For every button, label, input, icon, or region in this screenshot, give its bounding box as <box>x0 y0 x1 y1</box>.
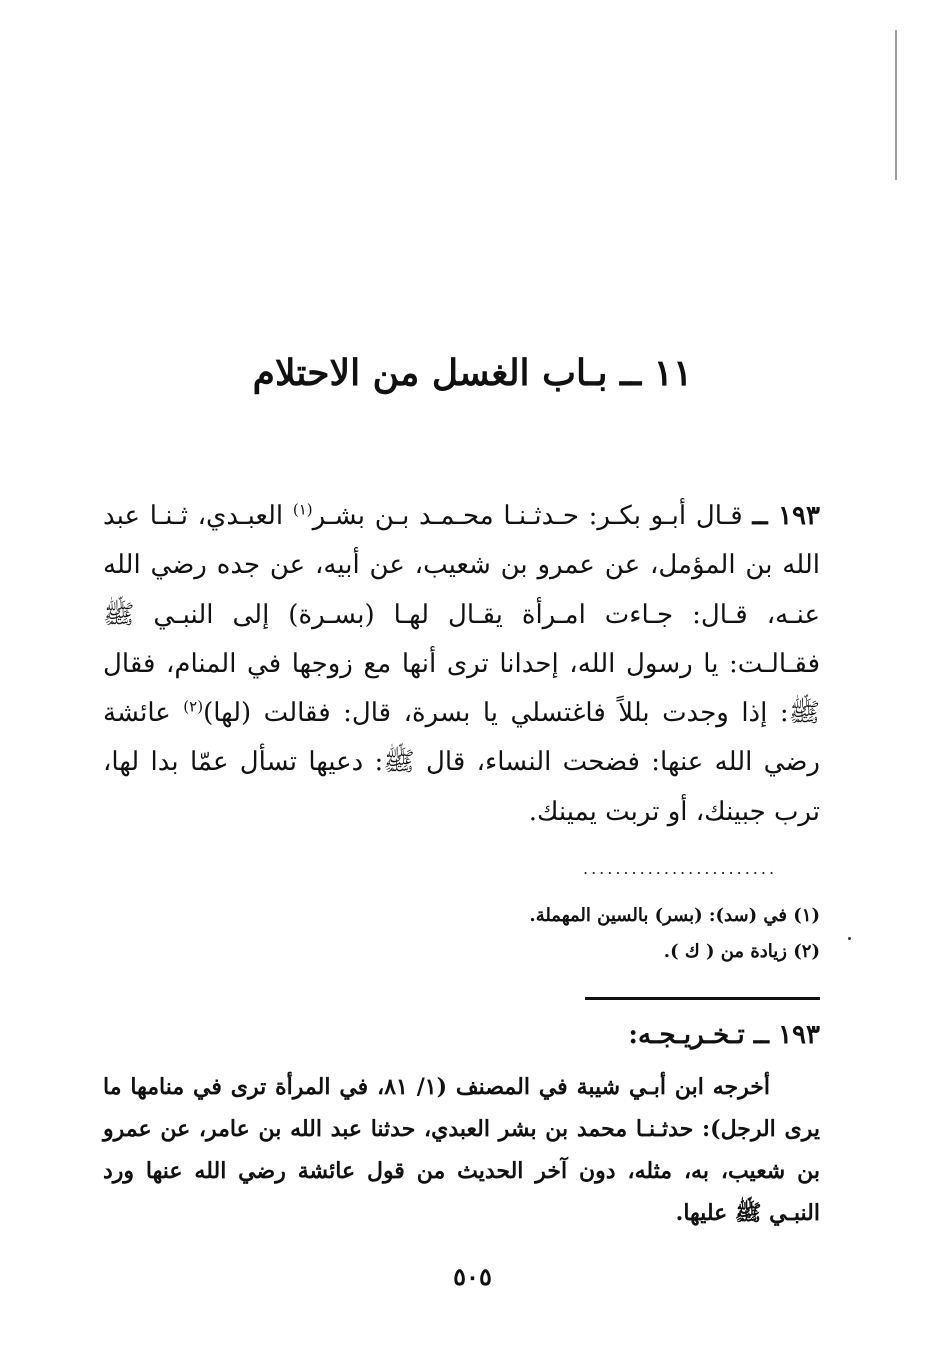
page-edge-line <box>895 30 897 180</box>
hadith-text <box>103 492 820 837</box>
footnote-item <box>300 898 820 934</box>
footnote-item <box>300 934 820 970</box>
footnote-number: (١) <box>793 905 820 926</box>
hadith-text-part-1: قـال أبـو بكـر: حـدثـنـا محـمـد بـن بشـر <box>312 501 743 531</box>
hadith-number: ١٩٣ ــ <box>752 501 820 531</box>
hadith-text-part-2: العبـدي، ثـنـا عبد الله بن المؤمل، عن عمرو بن شعيب، عن أبيه، عن جده رضي الله عنـه، قـال: جـاءت امـرأة يقـال لهـا (بسـرة) إلى النبـي ﷺ فقـالـت: يا رسول الله، إحدانا ترى أنها مع زوجها في المنام، فقال ﷺ: إذا وجدت بللاً فاغتسلي يا بسرة، قال: فقالت (لها) <box>103 501 820 729</box>
footnote-number: (٢) <box>793 941 820 962</box>
footnote-text: في (سد): (بسر) بالسين المهملة. <box>529 905 787 926</box>
takhrij-heading: ١٩٣ ــ تـخـريـجـه: <box>628 1020 820 1050</box>
hadith-text-part-3: عائشة رضي الله عنها: فضحت النساء، قال ﷺ: دعيها تسأل عمّا بدا لها، ترب جبينك، أو تربت يمينك. <box>103 698 820 827</box>
scan-speck <box>848 937 851 940</box>
footnotes-list <box>300 898 820 970</box>
takhrij-text: أخرجه ابن أبـي شيبة في المصنف (١/ ٨١، في المرأة ترى في منامها ما يرى الرجل): حدثـنـا محمد بن بشر العبدي، حدثنا عبد الله بن عامر، عن عمرو بن شعيب، به، مثله، دون آخر الحديث من قول عائشة رضي الله عنها ورد النبـي ﷺ عليها. <box>103 1074 820 1226</box>
footnote-separator-dots: ........................ <box>583 862 778 876</box>
page-number: ٥٠٥ <box>453 1262 492 1291</box>
footnote-marker-1[interactable]: (١) <box>292 500 313 519</box>
section-divider-rule <box>585 997 820 1000</box>
footnote-text: زيادة من ( ك ). <box>663 941 787 962</box>
chapter-title: ١١ ــ بـاب الغسل من الاحتلام <box>252 352 693 394</box>
footnote-marker-2[interactable]: (٢) <box>183 697 204 716</box>
